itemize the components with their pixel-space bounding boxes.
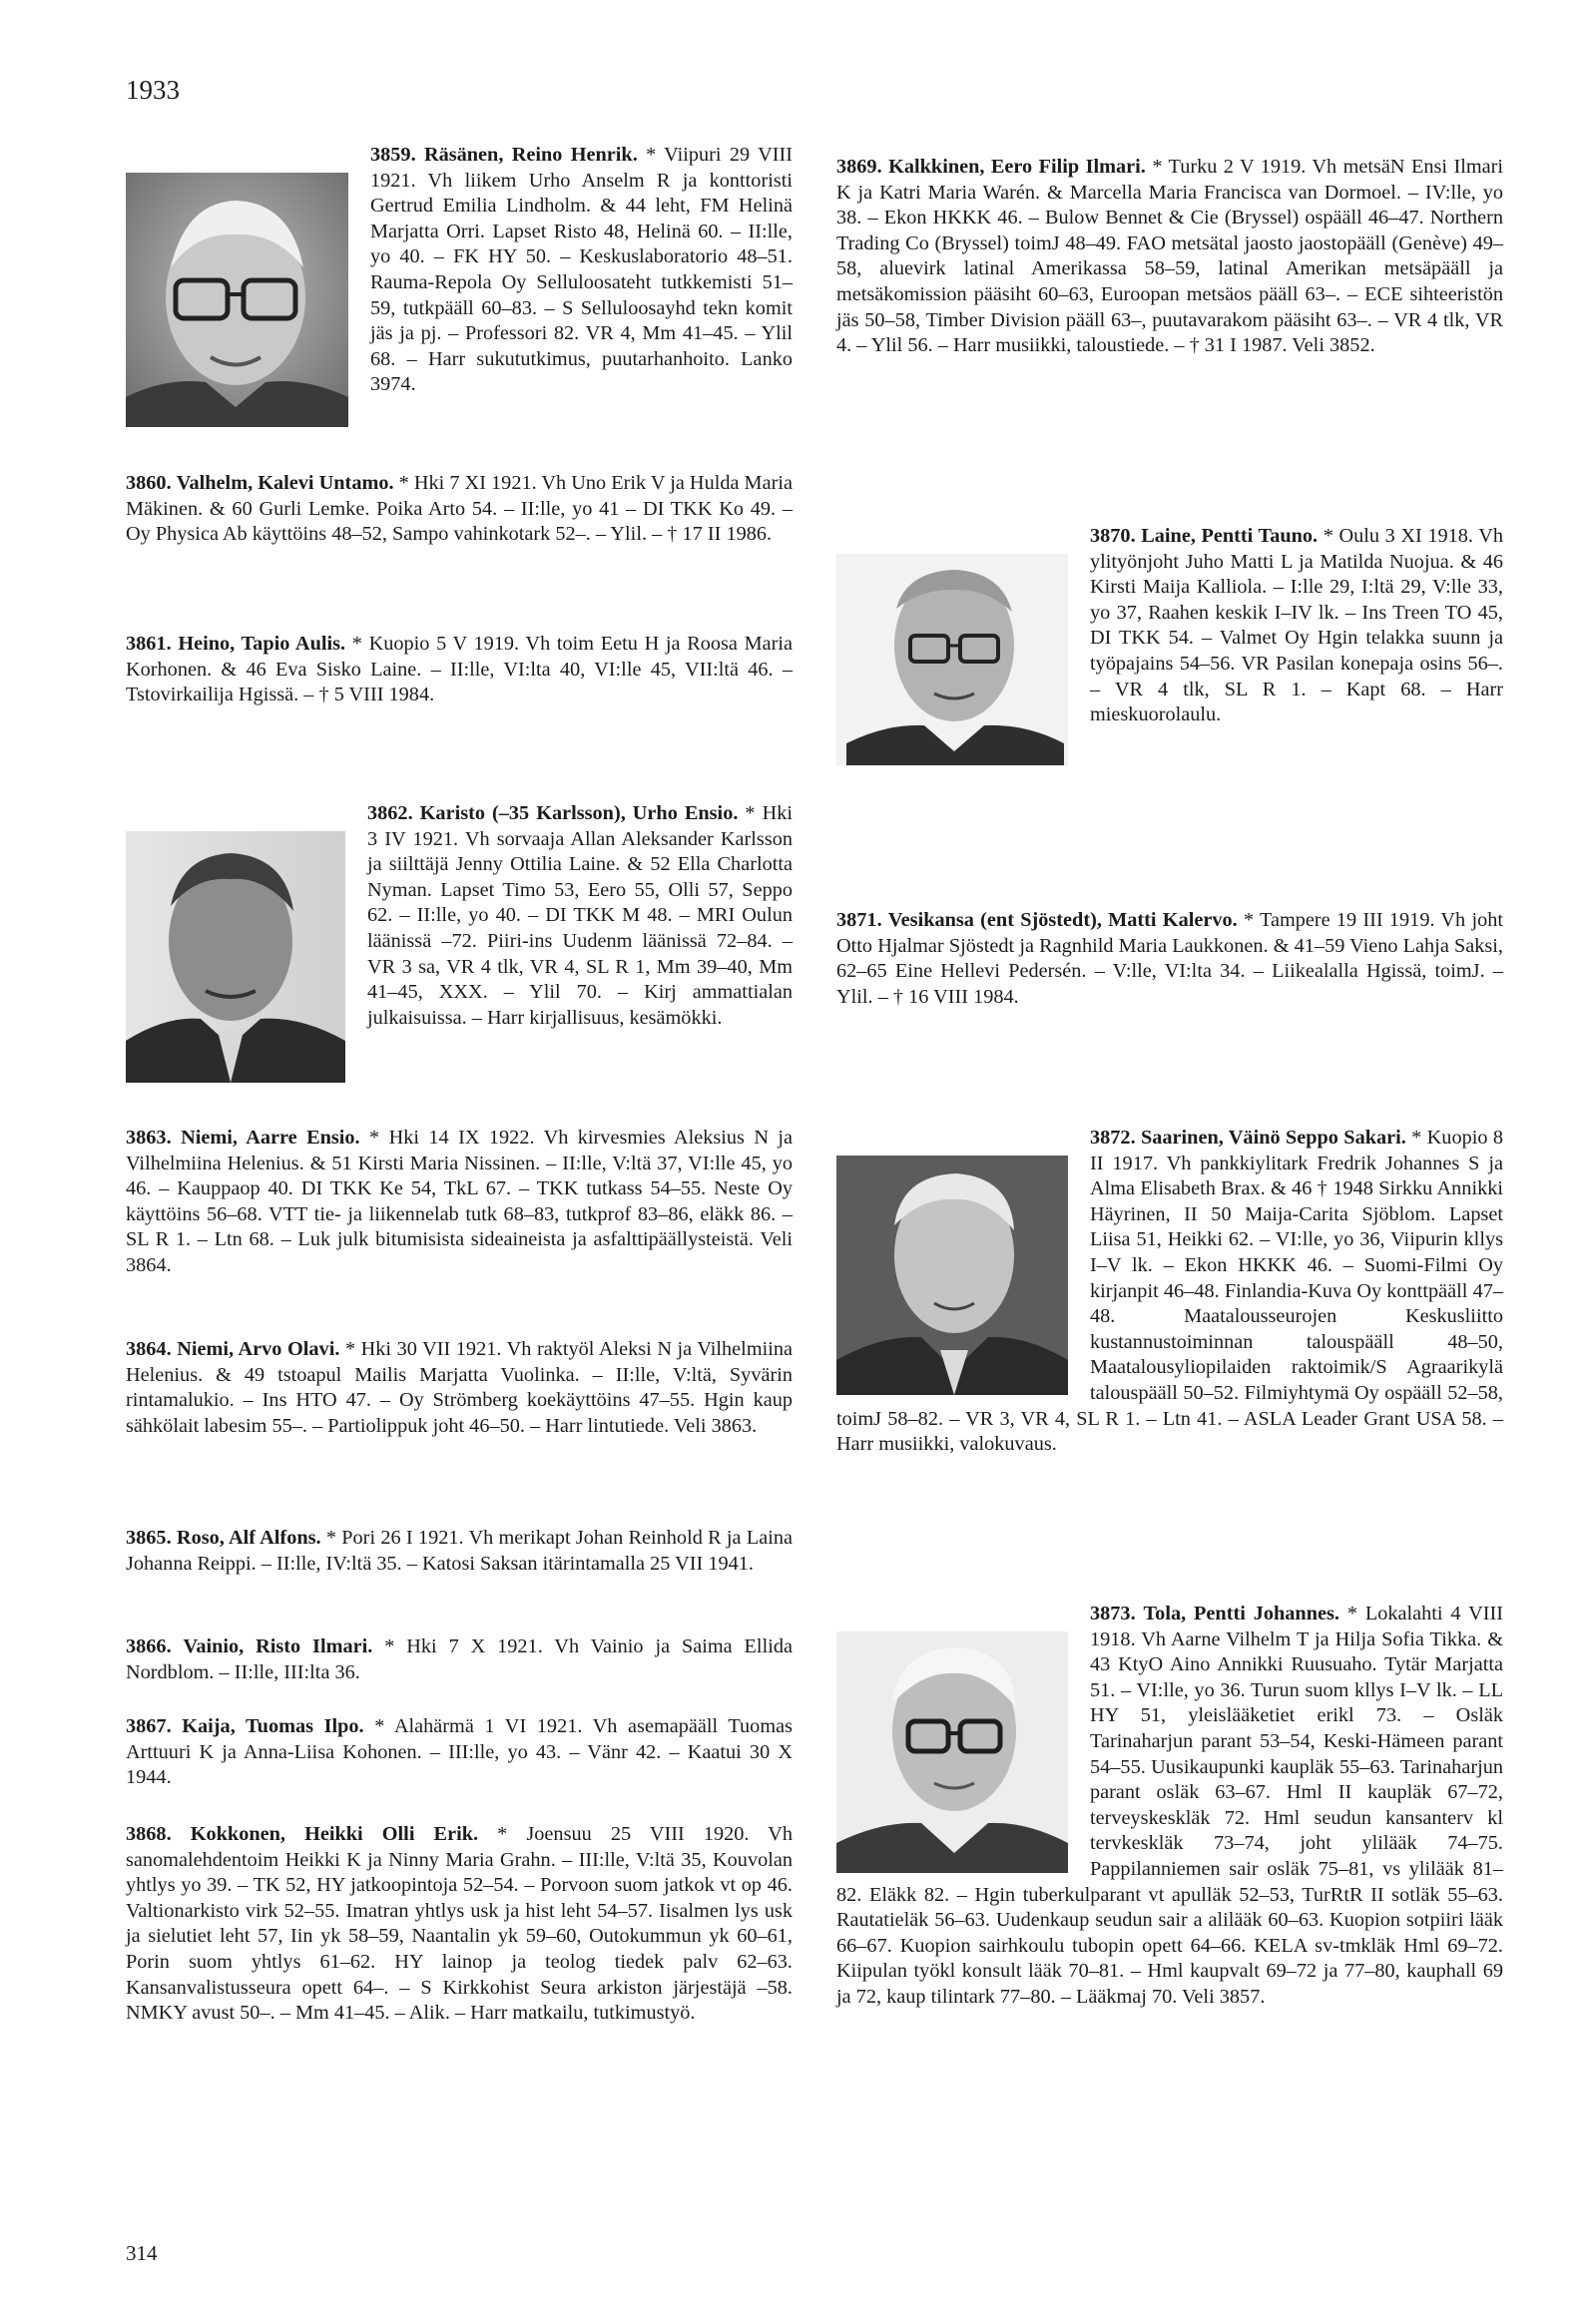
entry-number: 3870. — [1090, 525, 1136, 547]
entry-3864 — [126, 1337, 793, 1439]
entry-name: Valhelm, Kalevi Untamo. — [176, 472, 394, 494]
page-number: 314 — [126, 2241, 158, 2265]
entry-number: 3866. — [126, 1635, 172, 1657]
entry-number: 3873. — [1090, 1603, 1136, 1625]
entry-text: * Hki 14 IX 1922. Vh kirvesmies Aleksius N ja Vilhelmiina Helenius. & 51 Kirsti Maria Nissinen. – II:lle, V:ltä 37, VI:lle 45, yo 46. – Kauppaop 40. DI TKK Ke 54, TkL 67. – TKK tutkass 54–55. Neste Oy käyttöins 56–68. VTT tie- ja liikennelab tutk 68–83, tutkprof 83–86, eläkk 86. – SL R 1. – Ltn 68. – Luk julk bitumisista sideaineista ja asfalttipäällysteistä. Veli 3864. — [126, 1127, 794, 1276]
entry-text: * Kuopio 5 V 1919. Vh toim Eetu H ja Roosa Maria Korhonen. & 46 Eva Sisko Laine. – II:lle, VI:lta 40, VI:lle 45, VII:ltä 46. – Tstovirkailija Hgissä. – † 5 VIII 1984. — [126, 633, 793, 706]
portrait-photo — [126, 831, 345, 1083]
entry-3869 — [836, 155, 1503, 359]
entry-name: Laine, Pentti Tauno. — [1141, 525, 1319, 547]
entry-3865 — [126, 1526, 793, 1577]
page-year: 1933 — [126, 75, 180, 105]
entry-3870 — [836, 524, 1503, 769]
entry-name: Niemi, Aarre Ensio. — [181, 1127, 360, 1149]
entry-3872 — [836, 1126, 1503, 1458]
entry-text: * Oulu 3 XI 1918. Vh ylityönjoht Juho Matti L ja Matilda Nuojua. & 46 Kirsti Maija Kalliola. – I:lle 29, I:ltä 29, V:lle 33, yo 37, Raahen keskik I–IV lk. – Ins Treen TO 45, DI TKK 54. – Valmet Oy Hgin telakka suunn ja työpajains 54–56. VR Pasilan konepaja osins 56–. – VR 4 tlk, SL R 1. – Kapt 68. – Harr mieskuorolaulu. — [1090, 525, 1503, 726]
portrait-photo — [126, 173, 348, 427]
entry-number: 3871. — [836, 909, 882, 931]
entry-text: * Alahärmä 1 VI 1921. Vh asemapääll Tuomas Arttuuri K ja Anna-Liisa Kohonen. – III:lle, yo 43. – Vänr 42. – Kaatui 30 X 1944. — [126, 1715, 793, 1789]
entry-name: Tola, Pentti Johannes. — [1143, 1603, 1339, 1625]
entry-name: Vainio, Risto Ilmari. — [183, 1635, 373, 1657]
entry-name: Kaija, Tuomas Ilpo. — [182, 1715, 364, 1737]
entry-3860 — [126, 471, 793, 548]
entry-number: 3864. — [126, 1338, 172, 1360]
entry-3873 — [836, 1602, 1503, 2011]
entry-name: Heino, Tapio Aulis. — [178, 633, 346, 655]
entry-number: 3865. — [126, 1527, 172, 1549]
entry-3862 — [126, 801, 793, 1087]
portrait-photo — [836, 554, 1068, 765]
entry-3866 — [126, 1634, 793, 1685]
entry-3859 — [126, 143, 793, 431]
entry-number: 3860. — [126, 472, 172, 494]
entry-name: Räsänen, Reino Henrik. — [423, 144, 638, 166]
entry-3868 — [126, 1822, 793, 2027]
entry-name: Vesikansa (ent Sjöstedt), Matti Kalervo. — [887, 909, 1238, 931]
entry-text: * Viipuri 29 VIII 1921. Vh liikem Urho Anselm R ja konttoristi Gertrud Emilia Lindholm. & 44 leht, FM Helinä Marjatta Orri. Lapset Risto 48, Helinä 60. – II:lle, yo 40. – FK HY 50. – Keskuslaboratorio 48–51. Rauma-Repola Oy Selluloosateht tutkkemisti 51–59, tutkpääll 60–83. – S Selluloosayhd tekn komit jäs ja pj. – Professori 82. VR 4, Mm 41–45. – Ylil 68. – Harr sukututkimus, puutarhanhoito. Lanko 3974. — [370, 144, 793, 396]
entry-text: * Pori 26 I 1921. Vh merikapt Johan Reinhold R ja Laina Johanna Reippi. – II:lle, IV:ltä 35. – Katosi Saksan itärintamalla 25 VII 1941. — [126, 1527, 793, 1575]
entry-number: 3863. — [126, 1127, 172, 1149]
entry-text: * Hki 30 VII 1921. Vh raktyöl Aleksi N ja Vilhelmiina Helenius. & 49 tstoapul Mailis Marjatta Vuolinka. – II:lle, V:ltä, Syvärin rintamalukio. – Ins HTO 47. – Oy Strömberg koekäyttöins 47–55. Hgin kaup sähkölait labesim 55–. – Partiolippuk joht 46–50. – Harr lintutiede. Veli 3863. — [126, 1338, 794, 1437]
portrait-photo — [836, 1156, 1068, 1395]
entry-text: * Tampere 19 III 1919. Vh joht Otto Hjalmar Sjöstedt ja Ragnhild Maria Laukkonen. & 41–59 Vieno Lahja Saksi, 62–65 Eine Hellevi Pedersén. – V:lle, VI:lta 34. – Liikealalla Hgissä, toimJ. – Ylil. – † 16 VIII 1984. — [836, 909, 1503, 1008]
entry-text: * Hki 7 X 1921. Vh Vainio ja Saima Ellida Nordblom. – II:lle, III:lta 36. — [126, 1635, 793, 1683]
entry-3871 — [836, 908, 1503, 1010]
entry-name: Saarinen, Väinö Seppo Sakari. — [1140, 1127, 1406, 1149]
entry-text: * Lokalahti 4 VIII 1918. Vh Aarne Vilhelm T ja Hilja Sofia Tikka. & 43 KtyO Aino Annikki Ruusuaho. Tytär Marjatta 51. – VI:lle, yo 36. Turun suom kllys I–V lk. – LL HY 51, yleislääketiet erikl 73. – Osläk Tarinaharjun parant 53–54, Keski-Hämeen parant 54–55. Uusikaupunki kaupläk 55–63. Tarinaharjun parant osläk 63–67. Hml II kaupläk 67–72, terveyskeskläk 72. Hml seudun kansanterv kl tervkeskläk 73–74, joht ylilääk 74–75. Pappilanniemen sair osläk 75–81, vs ylilääk 81–82. Eläkk 82. – Hgin tuberkulparant vt apulläk 52–53, TurRtR II sotläk 55–63. Rautatieläk 56–63. Uudenkaup seudun sair a alilääk 60–63. Kuopion sotpiiri lääk 66–67. Kuopion sairhkoulu tubopin opett 64–66. KELA sv-tmkläk Hml 69–72. Kiipulan työkl konsult lääk 70–81. – Hml kaupvalt 69–72 ja 77–80, kauphall 69 ja 72, kaup tilintark 77–80. – Lääkmaj 70. Veli 3857. — [836, 1603, 1503, 2008]
entry-text: * Joensuu 25 VIII 1920. Vh sanomalehdentoim Heikki K ja Ninny Maria Grahn. – III:lle, V:ltä 35, Kouvolan yhtlys yo 39. – TK 52, HY jatkoopintoja 52–54. – Porvoon suom jatkok vt op 46. Valtionarkisto virk 52–55. Imatran yhtlys usk ja hist leht 54–57. Iisalmen lys usk ja sielutiet leht 57, Iin yk 58–59, Naantalin yk 59–60, Outokummun yk 60–61, Porin suom yhtlys 61–62. HY lainop ja teolog tiedek palv 62–63. Kansanvalistusseura opett 64–. – S Kirkkohist Seura arkiston järjestäjä –58. NMKY avust 50–. – Mm 41–45. – Alik. – Harr matkailu, tutkimustyö. — [126, 1823, 793, 2025]
entry-text: * Turku 2 V 1919. Vh metsäN Ensi Ilmari K ja Katri Maria Warén. & Marcella Maria Francisca van Dormoel. – IV:lle, yo 38. – Ekon HKKK 46. – Bulow Bennet & Cie (Bryssel) ospääll 46–47. Northern Trading Co (Bryssel) toimJ 48–49. FAO metsätal jaosto jaostopääll (Genève) 49–58, aluevirk latinal Amerikassa 58–59, latinal Amerikan metsäpääll ja metsäkomission pääsiht 60–63, Euroopan metsäos pääll 63–. – ECE sihteeristön jäs 50–58, Timber Division pääll 63–, puutavarakom pääsiht 63–. – VR 4 tlk, VR 4. – Ylil 56. – Harr musiikki, taloustiede. – † 31 I 1987. Veli 3852. — [836, 156, 1504, 357]
entry-name: Kokkonen, Heikki Olli Erik. — [190, 1823, 479, 1845]
entry-number: 3869. — [836, 156, 882, 178]
entry-number: 3868. — [126, 1823, 172, 1845]
entry-number: 3862. — [367, 802, 413, 824]
entry-3863 — [126, 1126, 793, 1279]
entry-3867 — [126, 1714, 793, 1791]
entry-name: Karisto (–35 Karlsson), Urho Ensio. — [419, 802, 739, 824]
entry-number: 3859. — [370, 144, 416, 166]
entry-name: Roso, Alf Alfons. — [176, 1527, 321, 1549]
entry-text: * Hki 3 IV 1921. Vh sorvaaja Allan Aleksander Karlsson ja siilttäjä Jenny Ottilia Laine. & 52 Ella Charlotta Nyman. Lapset Timo 53, Eero 55, Olli 57, Seppo 62. – II:lle, yo 40. – DI TKK M 48. – MRI Oulun läänissä –72. Piiri-ins Uudenm läänissä 72–84. – VR 3 sa, VR 4 tlk, VR 4, SL R 1, Mm 39–40, Mm 41–45, XXX. – Ylil 70. – Kirj ammattialan julkaisuissa. – Harr kirjallisuus, kesämökki. — [367, 802, 794, 1029]
entry-3861 — [126, 632, 793, 708]
portrait-photo — [836, 1631, 1068, 1873]
entry-name: Kalkkinen, Eero Filip Ilmari. — [888, 156, 1146, 178]
entry-number: 3861. — [126, 633, 172, 655]
entry-text: * Hki 7 XI 1921. Vh Uno Erik V ja Hulda Maria Mäkinen. & 60 Gurli Lemke. Poika Arto 54. – II:lle, yo 41 – DI TKK Ko 49. – Oy Physica Ab käyttöins 48–52, Sampo vahinkotark 52–. – Ylil. – † 17 II 1986. — [126, 472, 793, 546]
entry-number: 3867. — [126, 1715, 172, 1737]
entry-number: 3872. — [1090, 1127, 1136, 1149]
entry-name: Niemi, Arvo Olavi. — [177, 1338, 340, 1360]
entry-text: * Kuopio 8 II 1917. Vh pankkiylitark Fredrik Johannes S ja Alma Elisabeth Brax. & 46 † 1948 Sirkku Annikki Häyrinen, II 50 Maija-Carita Sjöblom. Lapset Liisa 51, Heikki 62. – VI:lle, yo 36, Viipurin kllys I–V lk. – Ekon HKKK 46. – Suomi-Filmi Oy kirjanpit 46–48. Finlandia-Kuva Oy konttpääll 47–48. Maatalousseurojen Keskusliitto kustannustoiminnan talouspääll 48–50, Maatalousyliopilaiden raktoimik/S Agraarikylä talouspääll 50–52. Filmiyhtymä Oy ospääll 52–58, toimJ 58–82. – VR 3, VR 4, SL R 1. – Ltn 41. – ASLA Leader Grant USA 58. – Harr musiikki, valokuvaus. — [836, 1127, 1503, 1456]
